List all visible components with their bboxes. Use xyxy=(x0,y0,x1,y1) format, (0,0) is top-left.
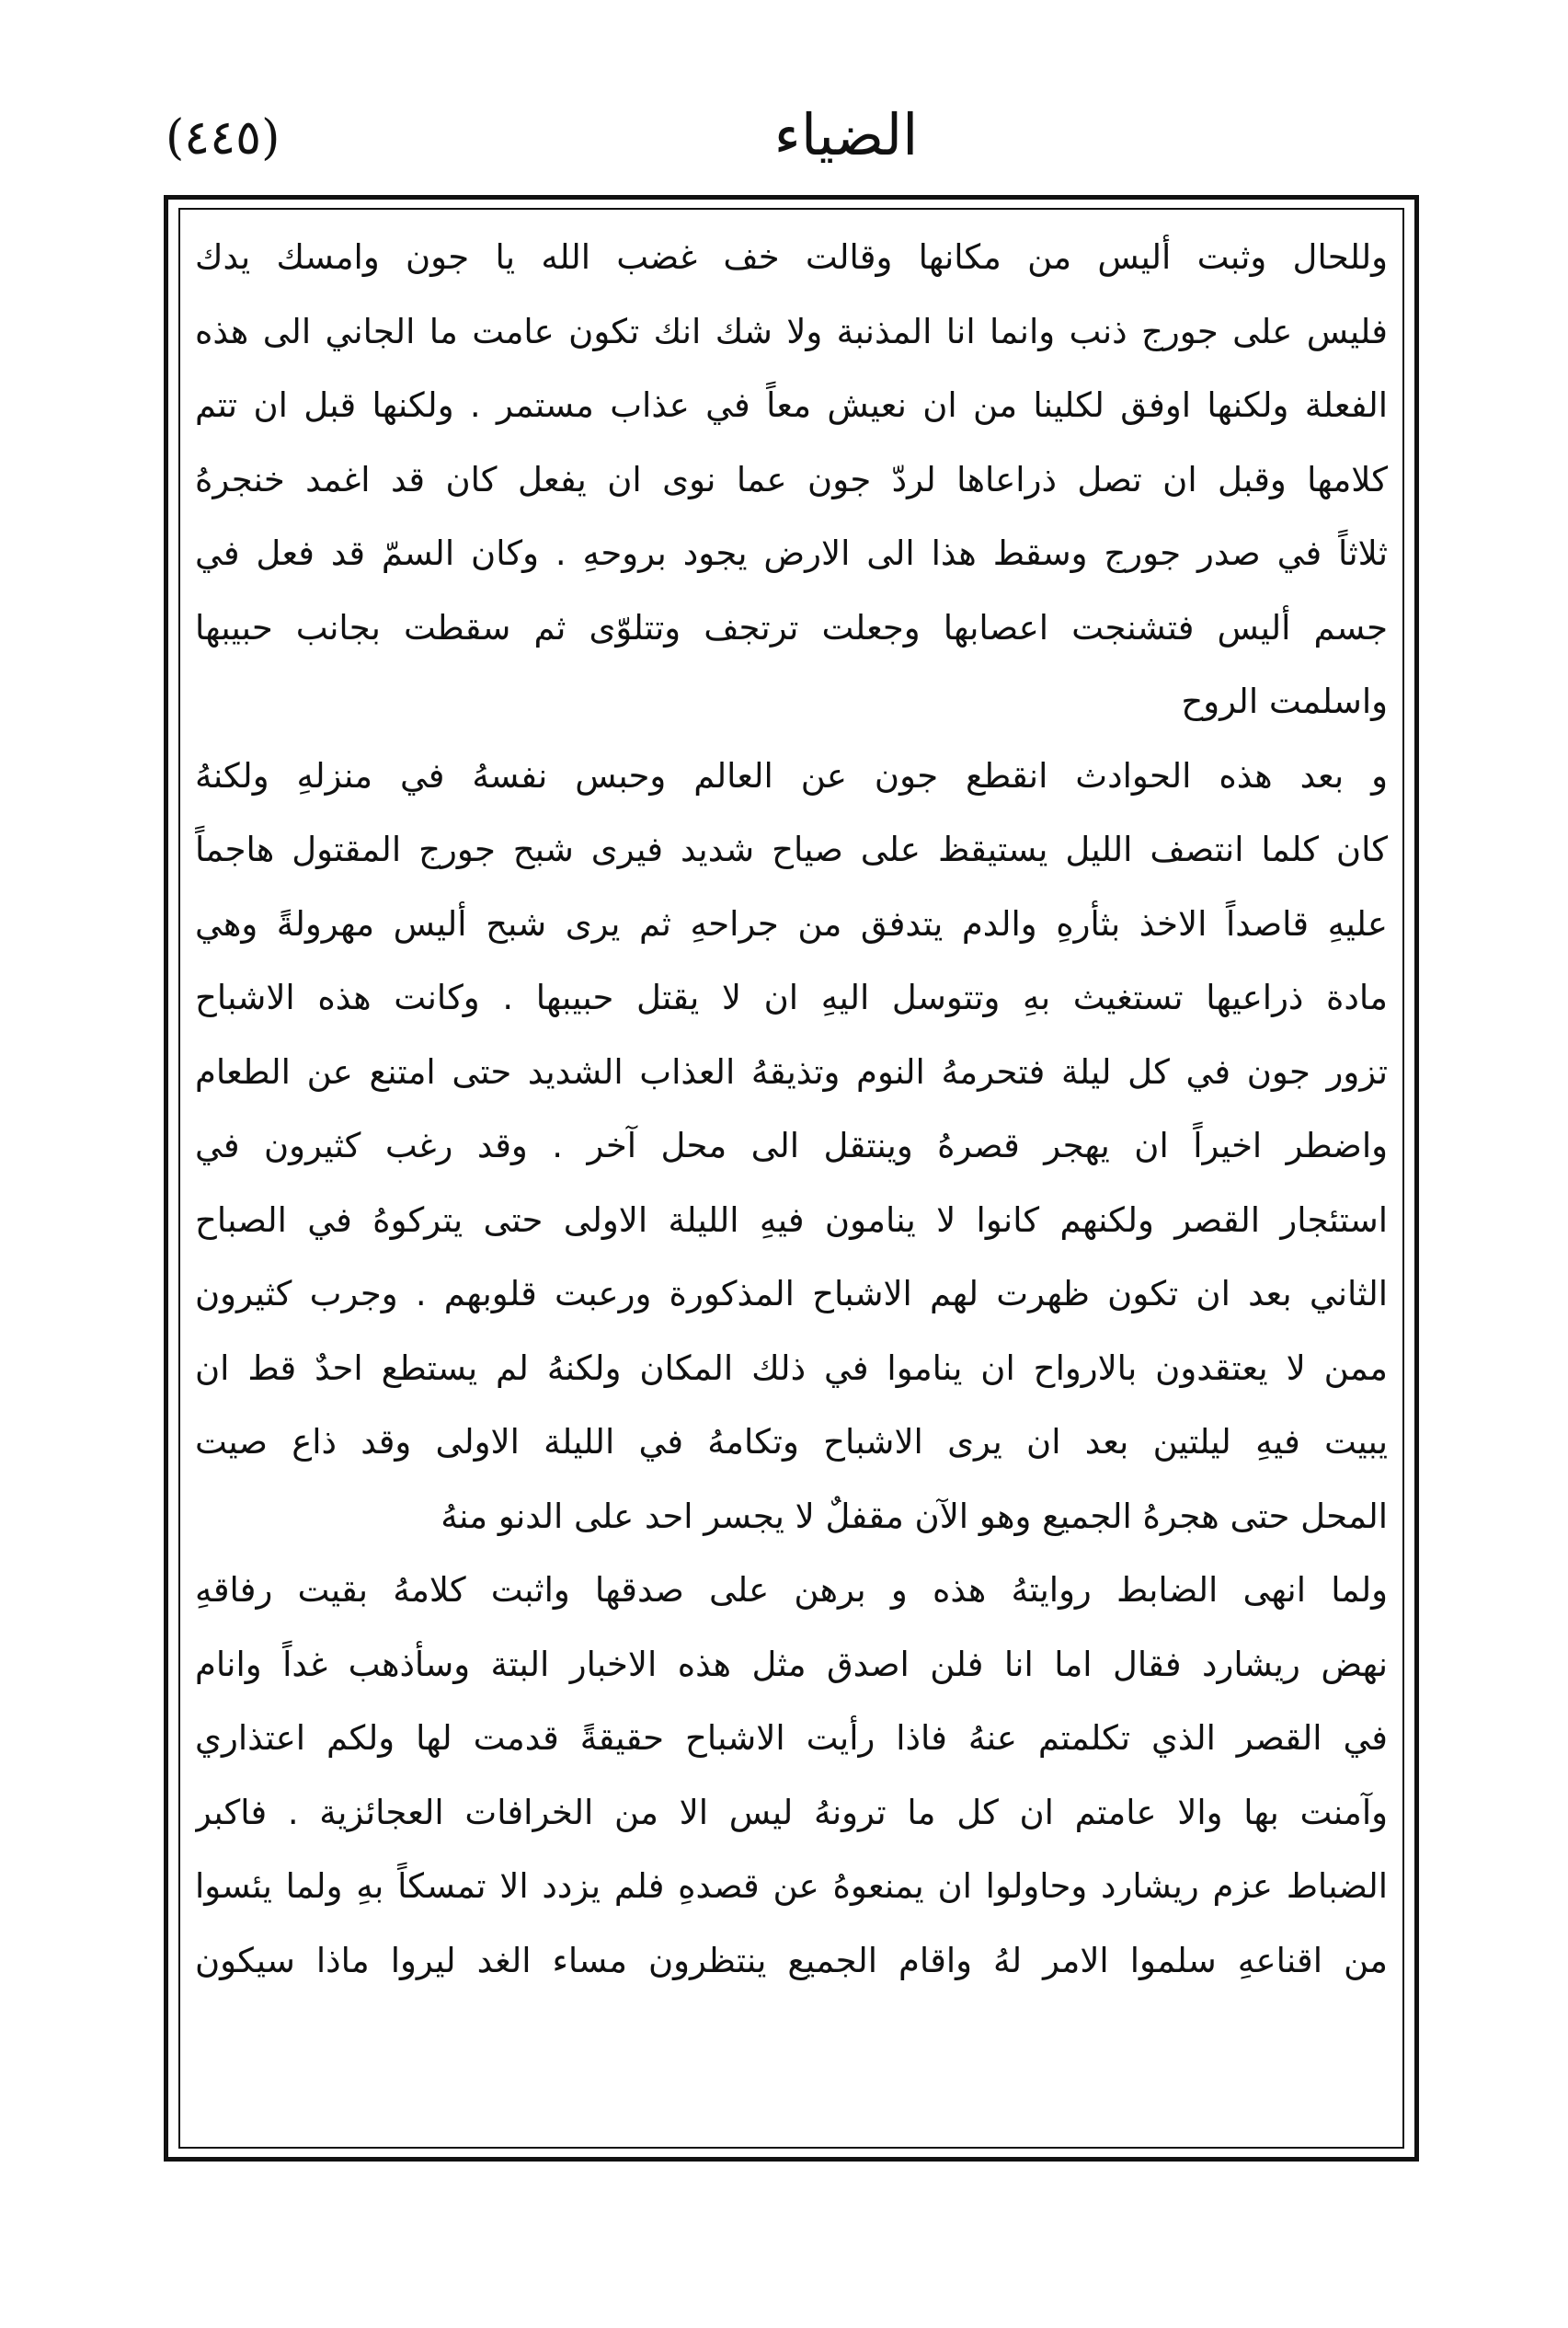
article-body xyxy=(195,221,1388,2134)
body-line: ثلاثاً في صدر جورج وسقط هذا الى الارض يجود بروحهِ . وكان السمّ قد فعل في xyxy=(195,533,1388,573)
body-line: فليس على جورج ذنب وانما انا المذنبة ولا شك انك تكون عامت ما الجاني الى هذه xyxy=(195,311,1388,351)
body-line: الضباط عزم ريشارد وحاولوا ان يمنعوهُ عن قصدهِ فلم يزدد الا تمسكاً بهِ ولما يئسوا xyxy=(195,1866,1388,1906)
body-line: استئجار القصر ولكنهم كانوا لا ينامون فيهِ الليلة الاولى حتى يتركوهُ في الصباح xyxy=(195,1199,1388,1240)
body-line: كلامها وقبل ان تصل ذراعاها لردّ جون عما نوى ان يفعل كان قد اغمد خنجرهُ xyxy=(195,459,1388,499)
body-line: يبيت فيهِ ليلتين بعد ان يرى الاشباح وتكامهُ في الليلة الاولى وقد ذاع صيت xyxy=(195,1422,1388,1462)
page-header xyxy=(166,64,1435,166)
body-line: كان كلما انتصف الليل يستيقظ على صياح شديد فيرى شبح جورج المقتول هاجماً xyxy=(195,830,1388,869)
body-line: ولما انهى الضابط روايتهُ هذه و برهن على صدقها واثبت كلامهُ بقيت رفاقهِ xyxy=(195,1570,1388,1610)
body-line: واضطر اخيراً ان يهجر قصرهُ وينتقل الى محل آخر . وقد رغب كثيرون في xyxy=(195,1126,1388,1165)
body-line: تزور جون في كل ليلة فتحرمهُ النوم وتذيقهُ العذاب الشديد حتى امتنع عن الطعام xyxy=(195,1051,1388,1092)
body-line: الفعلة ولكنها اوفق لكلينا من ان نعيش معاً في عذاب مستمر . ولكنها قبل ان تتم xyxy=(195,385,1388,425)
body-line: جسم أليس فتشنجت اعصابها وجعلت ترتجف وتتلوّى ثم سقطت بجانب حبيبها xyxy=(195,607,1388,648)
journal-title: الضياء xyxy=(773,101,919,168)
body-line: نهض ريشارد فقال اما انا فلن اصدق مثل هذه الاخبار البتة وسأذهب غداً وانام xyxy=(195,1644,1388,1684)
body-line: عليهِ قاصداً الاخذ بثأرهِ والدم يتدفق من جراحهِ ثم يرى شبح أليس مهرولةً وهي xyxy=(195,903,1388,944)
body-line: الثاني بعد ان تكون ظهرت لهم الاشباح المذكورة ورعبت قلوبهم . وجرب كثيرون xyxy=(195,1274,1388,1313)
page-number: (٤٤٥) xyxy=(166,110,280,166)
body-line: وآمنت بها والا عامتم ان كل ما ترونهُ ليس الا من الخرافات العجائزية . فاكبر xyxy=(195,1792,1388,1832)
body-line: وللحال وثبت أليس من مكانها وقالت خف غضب الله يا جون وامسك يدك xyxy=(195,237,1388,277)
body-line: من اقناعهِ سلموا الامر لهُ واقام الجميع ينتظرون مساء الغد ليروا ماذا سيكون xyxy=(195,1940,1388,1980)
body-line: في القصر الذي تكلمتم عنهُ فاذا رأيت الاشباح حقيقةً قدمت لها ولكم اعتذاري xyxy=(195,1718,1388,1758)
body-line: و بعد هذه الحوادث انقطع جون عن العالم وحبس نفسهُ في منزلهِ ولكنهُ xyxy=(195,755,1388,796)
body-line: ممن لا يعتقدون بالارواح ان يناموا في ذلك المكان ولكنهُ لم يستطع احدٌ قط ان xyxy=(195,1347,1388,1388)
body-line: المحل حتى هجرهُ الجميع وهو الآن مقفلٌ لا يجسر احد على الدنو منهُ xyxy=(441,1496,1388,1536)
body-line: واسلمت الروح xyxy=(1181,682,1388,721)
body-line: مادة ذراعيها تستغيث بهِ وتتوسل اليهِ ان لا يقتل حبيبها . وكانت هذه الاشباح xyxy=(195,978,1388,1017)
